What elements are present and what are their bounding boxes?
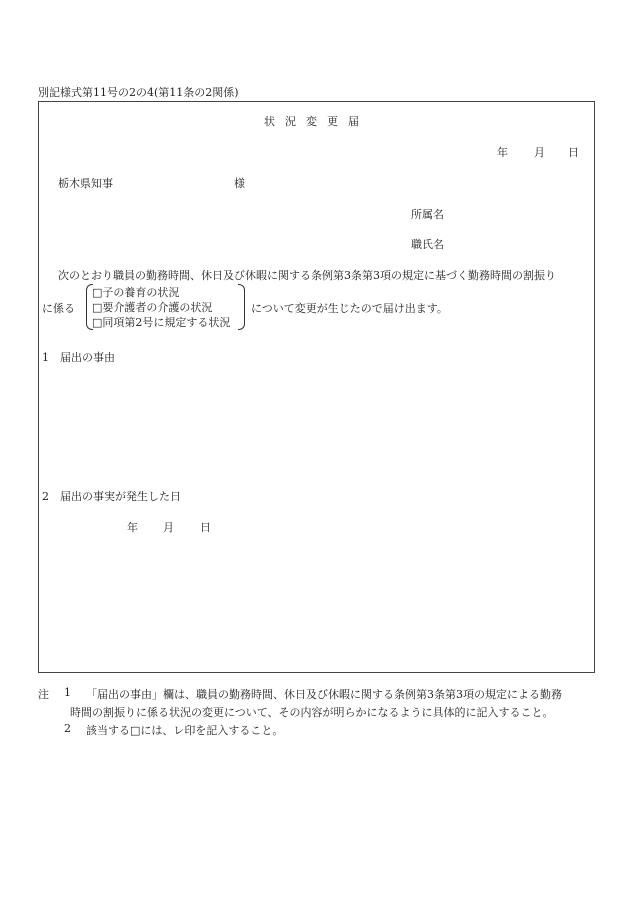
section1-heading: 1 届出の事由 — [42, 351, 115, 364]
note1-line1: 「届出の事由」欄は、職員の勤務時間、休日及び休暇に関する条例第3条第3項の規定による勤務 — [86, 688, 562, 701]
addressee: 栃木県知事 — [58, 177, 113, 190]
option-nursing-care[interactable]: □要介護者の介護の状況 — [92, 301, 213, 314]
date-day-label: 日 — [568, 146, 579, 159]
notes-label: 注 — [38, 688, 49, 701]
option-child-care[interactable]: □子の養育の状況 — [92, 286, 180, 299]
note2-number: 2 — [64, 722, 71, 735]
occur-year-label: 年 — [127, 521, 138, 534]
occur-month-label: 月 — [163, 521, 174, 534]
affiliation-label: 所属名 — [411, 208, 444, 221]
statement-line1: 次のとおり職員の勤務時間、休日及び休暇に関する条例第3条第3項の規定に基づく勤務時間の割振り — [58, 269, 556, 282]
form-title: 状況変更届 — [264, 115, 369, 128]
statement-prefix: に係る — [42, 302, 75, 315]
note1-number: 1 — [64, 686, 71, 699]
bracket-right — [238, 284, 245, 330]
form-frame — [38, 101, 595, 673]
option-item-2[interactable]: □同項第2号に規定する状況 — [92, 316, 231, 329]
statement-suffix: について変更が生じたので届け出ます。 — [251, 302, 448, 315]
date-year-label: 年 — [497, 146, 508, 159]
section2-heading: 2 届出の事実が発生した日 — [42, 490, 181, 503]
form-number: 別記様式第11号の2の4(第11条の2関係) — [38, 86, 239, 99]
name-label: 職氏名 — [411, 238, 444, 251]
note1-line2: 時間の割振りに係る状況の変更について、その内容が明らかになるように具体的に記入すること。 — [70, 706, 554, 719]
date-month-label: 月 — [534, 146, 545, 159]
note2-text: 該当する□には、レ印を記入すること。 — [86, 724, 284, 737]
honorific: 様 — [234, 177, 245, 190]
occur-day-label: 日 — [200, 521, 211, 534]
